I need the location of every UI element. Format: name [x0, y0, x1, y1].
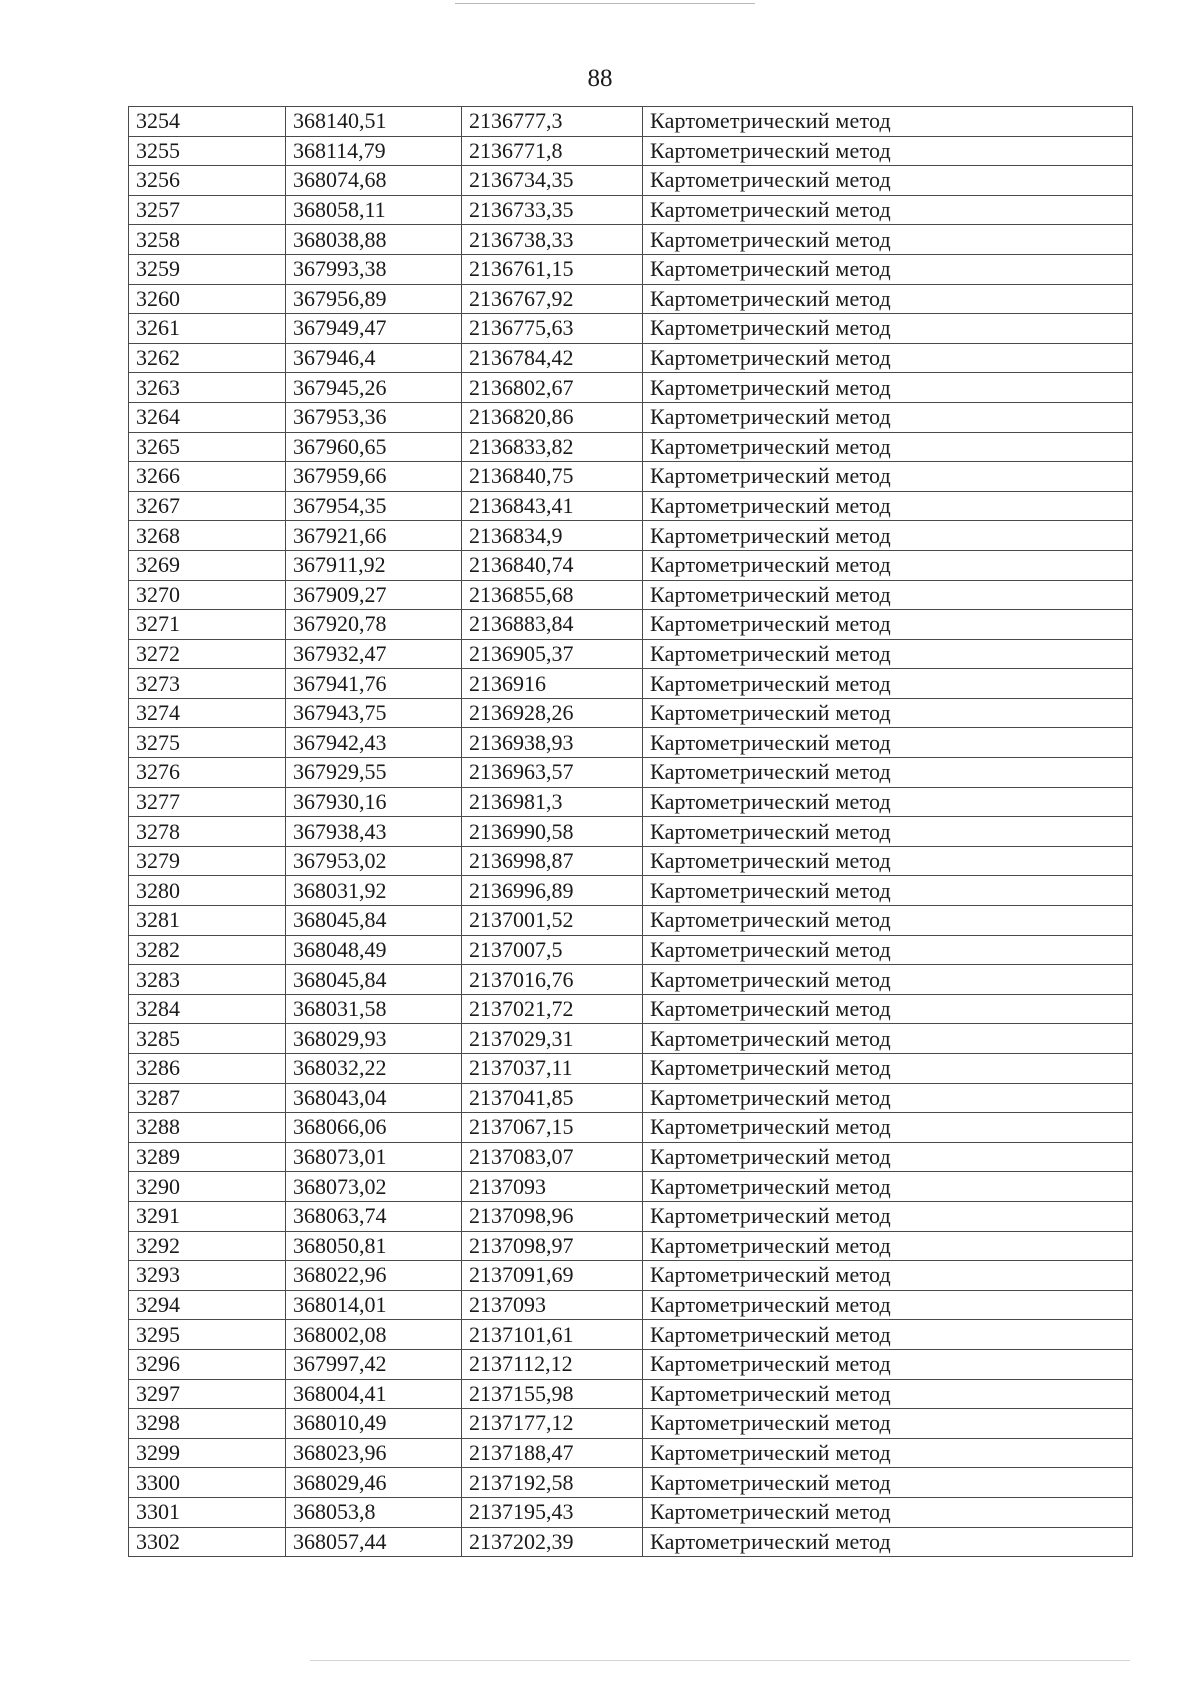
method-cell: Картометрический метод — [643, 1231, 1133, 1261]
y-coordinate-cell: 2137021,72 — [462, 994, 643, 1024]
table-row — [129, 225, 1133, 255]
method-cell: Картометрический метод — [643, 876, 1133, 906]
method-cell: Картометрический метод — [643, 1201, 1133, 1231]
table-row — [129, 817, 1133, 847]
y-coordinate-cell: 2136733,35 — [462, 195, 643, 225]
y-coordinate-cell: 2136916 — [462, 669, 643, 699]
method-cell: Картометрический метод — [643, 1349, 1133, 1379]
x-coordinate-cell: 368022,96 — [286, 1261, 462, 1291]
point-number-cell: 3299 — [129, 1438, 286, 1468]
table-row — [129, 1054, 1133, 1084]
y-coordinate-cell: 2136775,63 — [462, 314, 643, 344]
table-row — [129, 1349, 1133, 1379]
point-number-cell: 3280 — [129, 876, 286, 906]
point-number-cell: 3273 — [129, 669, 286, 699]
x-coordinate-cell: 368058,11 — [286, 195, 462, 225]
method-cell: Картометрический метод — [643, 817, 1133, 847]
method-cell: Картометрический метод — [643, 935, 1133, 965]
table-row — [129, 935, 1133, 965]
table-row — [129, 166, 1133, 196]
y-coordinate-cell: 2136996,89 — [462, 876, 643, 906]
table-row — [129, 1468, 1133, 1498]
point-number-cell: 3263 — [129, 373, 286, 403]
x-coordinate-cell: 367953,02 — [286, 846, 462, 876]
point-number-cell: 3285 — [129, 1024, 286, 1054]
table-row — [129, 669, 1133, 699]
method-cell: Картометрический метод — [643, 314, 1133, 344]
table-row — [129, 1290, 1133, 1320]
table-row — [129, 1172, 1133, 1202]
y-coordinate-cell: 2137192,58 — [462, 1468, 643, 1498]
point-number-cell: 3255 — [129, 136, 286, 166]
point-number-cell: 3257 — [129, 195, 286, 225]
table-row — [129, 314, 1133, 344]
point-number-cell: 3268 — [129, 521, 286, 551]
y-coordinate-cell: 2136928,26 — [462, 698, 643, 728]
y-coordinate-cell: 2136767,92 — [462, 284, 643, 314]
point-number-cell: 3256 — [129, 166, 286, 196]
point-number-cell: 3291 — [129, 1201, 286, 1231]
method-cell: Картометрический метод — [643, 965, 1133, 995]
y-coordinate-cell: 2137093 — [462, 1172, 643, 1202]
table-row — [129, 639, 1133, 669]
y-coordinate-cell: 2136761,15 — [462, 254, 643, 284]
x-coordinate-cell: 367921,66 — [286, 521, 462, 551]
table-row — [129, 965, 1133, 995]
method-cell: Картометрический метод — [643, 1261, 1133, 1291]
y-coordinate-cell: 2136905,37 — [462, 639, 643, 669]
table-row — [129, 550, 1133, 580]
y-coordinate-cell: 2136784,42 — [462, 343, 643, 373]
y-coordinate-cell: 2137101,61 — [462, 1320, 643, 1350]
table-row — [129, 432, 1133, 462]
table-row — [129, 906, 1133, 936]
table-row — [129, 1320, 1133, 1350]
point-number-cell: 3288 — [129, 1113, 286, 1143]
method-cell: Картометрический метод — [643, 698, 1133, 728]
method-cell: Картометрический метод — [643, 1409, 1133, 1439]
table-row — [129, 610, 1133, 640]
y-coordinate-cell: 2136843,41 — [462, 491, 643, 521]
scan-artifact-bottom — [310, 1660, 1130, 1661]
method-cell: Картометрический метод — [643, 1083, 1133, 1113]
y-coordinate-cell: 2136855,68 — [462, 580, 643, 610]
x-coordinate-cell: 368048,49 — [286, 935, 462, 965]
y-coordinate-cell: 2136802,67 — [462, 373, 643, 403]
y-coordinate-cell: 2137177,12 — [462, 1409, 643, 1439]
method-cell: Картометрический метод — [643, 1527, 1133, 1557]
x-coordinate-cell: 367932,47 — [286, 639, 462, 669]
y-coordinate-cell: 2137098,97 — [462, 1231, 643, 1261]
table-row — [129, 876, 1133, 906]
y-coordinate-cell: 2137029,31 — [462, 1024, 643, 1054]
y-coordinate-cell: 2136883,84 — [462, 610, 643, 640]
table-row — [129, 373, 1133, 403]
y-coordinate-cell: 2137067,15 — [462, 1113, 643, 1143]
table-row — [129, 136, 1133, 166]
x-coordinate-cell: 368073,02 — [286, 1172, 462, 1202]
x-coordinate-cell: 367954,35 — [286, 491, 462, 521]
table-row — [129, 491, 1133, 521]
x-coordinate-cell: 368032,22 — [286, 1054, 462, 1084]
method-cell: Картометрический метод — [643, 284, 1133, 314]
x-coordinate-cell: 368050,81 — [286, 1231, 462, 1261]
table-row — [129, 402, 1133, 432]
method-cell: Картометрический метод — [643, 758, 1133, 788]
y-coordinate-cell: 2136734,35 — [462, 166, 643, 196]
point-number-cell: 3277 — [129, 787, 286, 817]
method-cell: Картометрический метод — [643, 1054, 1133, 1084]
method-cell: Картометрический метод — [643, 402, 1133, 432]
method-cell: Картометрический метод — [643, 787, 1133, 817]
table-row — [129, 195, 1133, 225]
method-cell: Картометрический метод — [643, 373, 1133, 403]
x-coordinate-cell: 368063,74 — [286, 1201, 462, 1231]
x-coordinate-cell: 368066,06 — [286, 1113, 462, 1143]
method-cell: Картометрический метод — [643, 639, 1133, 669]
x-coordinate-cell: 368073,01 — [286, 1142, 462, 1172]
point-number-cell: 3287 — [129, 1083, 286, 1113]
table-row — [129, 1113, 1133, 1143]
y-coordinate-cell: 2136938,93 — [462, 728, 643, 758]
point-number-cell: 3298 — [129, 1409, 286, 1439]
point-number-cell: 3283 — [129, 965, 286, 995]
table-row — [129, 758, 1133, 788]
y-coordinate-cell: 2136998,87 — [462, 846, 643, 876]
x-coordinate-cell: 367941,76 — [286, 669, 462, 699]
table-row — [129, 1379, 1133, 1409]
point-number-cell: 3284 — [129, 994, 286, 1024]
x-coordinate-cell: 368074,68 — [286, 166, 462, 196]
method-cell: Картометрический метод — [643, 166, 1133, 196]
table-row — [129, 284, 1133, 314]
x-coordinate-cell: 367956,89 — [286, 284, 462, 314]
point-number-cell: 3290 — [129, 1172, 286, 1202]
x-coordinate-cell: 368114,79 — [286, 136, 462, 166]
y-coordinate-cell: 2136834,9 — [462, 521, 643, 551]
method-cell: Картометрический метод — [643, 521, 1133, 551]
x-coordinate-cell: 367997,42 — [286, 1349, 462, 1379]
y-coordinate-cell: 2136963,57 — [462, 758, 643, 788]
method-cell: Картометрический метод — [643, 1172, 1133, 1202]
method-cell: Картометрический метод — [643, 994, 1133, 1024]
coordinates-table — [128, 106, 1133, 1557]
method-cell: Картометрический метод — [643, 1438, 1133, 1468]
point-number-cell: 3276 — [129, 758, 286, 788]
method-cell: Картометрический метод — [643, 1113, 1133, 1143]
x-coordinate-cell: 367953,36 — [286, 402, 462, 432]
table-row — [129, 1438, 1133, 1468]
point-number-cell: 3260 — [129, 284, 286, 314]
x-coordinate-cell: 368029,93 — [286, 1024, 462, 1054]
x-coordinate-cell: 367911,92 — [286, 550, 462, 580]
scan-artifact-top — [455, 3, 755, 4]
method-cell: Картометрический метод — [643, 1497, 1133, 1527]
point-number-cell: 3264 — [129, 402, 286, 432]
table-row — [129, 580, 1133, 610]
y-coordinate-cell: 2136990,58 — [462, 817, 643, 847]
x-coordinate-cell: 368014,01 — [286, 1290, 462, 1320]
x-coordinate-cell: 368031,92 — [286, 876, 462, 906]
point-number-cell: 3301 — [129, 1497, 286, 1527]
method-cell: Картометрический метод — [643, 1142, 1133, 1172]
y-coordinate-cell: 2137202,39 — [462, 1527, 643, 1557]
table-row — [129, 1083, 1133, 1113]
x-coordinate-cell: 367929,55 — [286, 758, 462, 788]
y-coordinate-cell: 2137195,43 — [462, 1497, 643, 1527]
coordinates-table-body — [129, 107, 1133, 1557]
table-row — [129, 1409, 1133, 1439]
y-coordinate-cell: 2137091,69 — [462, 1261, 643, 1291]
point-number-cell: 3266 — [129, 462, 286, 492]
method-cell: Картометрический метод — [643, 846, 1133, 876]
method-cell: Картометрический метод — [643, 580, 1133, 610]
table-row — [129, 343, 1133, 373]
point-number-cell: 3258 — [129, 225, 286, 255]
point-number-cell: 3274 — [129, 698, 286, 728]
x-coordinate-cell: 368023,96 — [286, 1438, 462, 1468]
method-cell: Картометрический метод — [643, 1290, 1133, 1320]
x-coordinate-cell: 368045,84 — [286, 965, 462, 995]
table-row — [129, 107, 1133, 137]
y-coordinate-cell: 2136777,3 — [462, 107, 643, 137]
method-cell: Картометрический метод — [643, 669, 1133, 699]
table-row — [129, 698, 1133, 728]
table-row — [129, 462, 1133, 492]
table-row — [129, 521, 1133, 551]
x-coordinate-cell: 367946,4 — [286, 343, 462, 373]
x-coordinate-cell: 368057,44 — [286, 1527, 462, 1557]
y-coordinate-cell: 2137188,47 — [462, 1438, 643, 1468]
y-coordinate-cell: 2137016,76 — [462, 965, 643, 995]
method-cell: Картометрический метод — [643, 491, 1133, 521]
method-cell: Картометрический метод — [643, 728, 1133, 758]
x-coordinate-cell: 367949,47 — [286, 314, 462, 344]
point-number-cell: 3254 — [129, 107, 286, 137]
y-coordinate-cell: 2137093 — [462, 1290, 643, 1320]
point-number-cell: 3272 — [129, 639, 286, 669]
point-number-cell: 3265 — [129, 432, 286, 462]
table-row — [129, 1497, 1133, 1527]
table-row — [129, 728, 1133, 758]
method-cell: Картометрический метод — [643, 462, 1133, 492]
point-number-cell: 3297 — [129, 1379, 286, 1409]
method-cell: Картометрический метод — [643, 107, 1133, 137]
method-cell: Картометрический метод — [643, 610, 1133, 640]
y-coordinate-cell: 2137007,5 — [462, 935, 643, 965]
x-coordinate-cell: 367942,43 — [286, 728, 462, 758]
y-coordinate-cell: 2137083,07 — [462, 1142, 643, 1172]
page-number: 88 — [587, 65, 613, 92]
table-row — [129, 787, 1133, 817]
x-coordinate-cell: 367938,43 — [286, 817, 462, 847]
x-coordinate-cell: 367959,66 — [286, 462, 462, 492]
point-number-cell: 3281 — [129, 906, 286, 936]
y-coordinate-cell: 2136981,3 — [462, 787, 643, 817]
y-coordinate-cell: 2137112,12 — [462, 1349, 643, 1379]
x-coordinate-cell: 368043,04 — [286, 1083, 462, 1113]
method-cell: Картометрический метод — [643, 225, 1133, 255]
method-cell: Картометрический метод — [643, 195, 1133, 225]
point-number-cell: 3296 — [129, 1349, 286, 1379]
y-coordinate-cell: 2137098,96 — [462, 1201, 643, 1231]
y-coordinate-cell: 2137037,11 — [462, 1054, 643, 1084]
method-cell: Картометрический метод — [643, 343, 1133, 373]
x-coordinate-cell: 368045,84 — [286, 906, 462, 936]
x-coordinate-cell: 367930,16 — [286, 787, 462, 817]
x-coordinate-cell: 368004,41 — [286, 1379, 462, 1409]
point-number-cell: 3269 — [129, 550, 286, 580]
x-coordinate-cell: 367960,65 — [286, 432, 462, 462]
x-coordinate-cell: 368038,88 — [286, 225, 462, 255]
point-number-cell: 3289 — [129, 1142, 286, 1172]
x-coordinate-cell: 367993,38 — [286, 254, 462, 284]
point-number-cell: 3282 — [129, 935, 286, 965]
y-coordinate-cell: 2136833,82 — [462, 432, 643, 462]
table-row — [129, 1142, 1133, 1172]
method-cell: Картометрический метод — [643, 254, 1133, 284]
method-cell: Картометрический метод — [643, 432, 1133, 462]
table-row — [129, 1024, 1133, 1054]
point-number-cell: 3271 — [129, 610, 286, 640]
method-cell: Картометрический метод — [643, 1468, 1133, 1498]
point-number-cell: 3295 — [129, 1320, 286, 1350]
x-coordinate-cell: 367945,26 — [286, 373, 462, 403]
point-number-cell: 3259 — [129, 254, 286, 284]
method-cell: Картометрический метод — [643, 906, 1133, 936]
point-number-cell: 3292 — [129, 1231, 286, 1261]
table-row — [129, 1231, 1133, 1261]
point-number-cell: 3267 — [129, 491, 286, 521]
table-row — [129, 1201, 1133, 1231]
method-cell: Картометрический метод — [643, 136, 1133, 166]
table-row — [129, 1527, 1133, 1557]
x-coordinate-cell: 367909,27 — [286, 580, 462, 610]
point-number-cell: 3279 — [129, 846, 286, 876]
point-number-cell: 3278 — [129, 817, 286, 847]
method-cell: Картометрический метод — [643, 1320, 1133, 1350]
x-coordinate-cell: 368002,08 — [286, 1320, 462, 1350]
x-coordinate-cell: 368140,51 — [286, 107, 462, 137]
point-number-cell: 3261 — [129, 314, 286, 344]
table-row — [129, 846, 1133, 876]
point-number-cell: 3286 — [129, 1054, 286, 1084]
x-coordinate-cell: 367920,78 — [286, 610, 462, 640]
point-number-cell: 3302 — [129, 1527, 286, 1557]
table-row — [129, 1261, 1133, 1291]
point-number-cell: 3300 — [129, 1468, 286, 1498]
table-row — [129, 254, 1133, 284]
y-coordinate-cell: 2136840,75 — [462, 462, 643, 492]
y-coordinate-cell: 2136840,74 — [462, 550, 643, 580]
x-coordinate-cell: 367943,75 — [286, 698, 462, 728]
point-number-cell: 3270 — [129, 580, 286, 610]
method-cell: Картометрический метод — [643, 1379, 1133, 1409]
x-coordinate-cell: 368053,8 — [286, 1497, 462, 1527]
point-number-cell: 3262 — [129, 343, 286, 373]
table-row — [129, 994, 1133, 1024]
y-coordinate-cell: 2137001,52 — [462, 906, 643, 936]
y-coordinate-cell: 2137155,98 — [462, 1379, 643, 1409]
method-cell: Картометрический метод — [643, 550, 1133, 580]
y-coordinate-cell: 2136738,33 — [462, 225, 643, 255]
method-cell: Картометрический метод — [643, 1024, 1133, 1054]
y-coordinate-cell: 2136771,8 — [462, 136, 643, 166]
x-coordinate-cell: 368031,58 — [286, 994, 462, 1024]
x-coordinate-cell: 368029,46 — [286, 1468, 462, 1498]
x-coordinate-cell: 368010,49 — [286, 1409, 462, 1439]
point-number-cell: 3294 — [129, 1290, 286, 1320]
y-coordinate-cell: 2136820,86 — [462, 402, 643, 432]
y-coordinate-cell: 2137041,85 — [462, 1083, 643, 1113]
point-number-cell: 3293 — [129, 1261, 286, 1291]
point-number-cell: 3275 — [129, 728, 286, 758]
